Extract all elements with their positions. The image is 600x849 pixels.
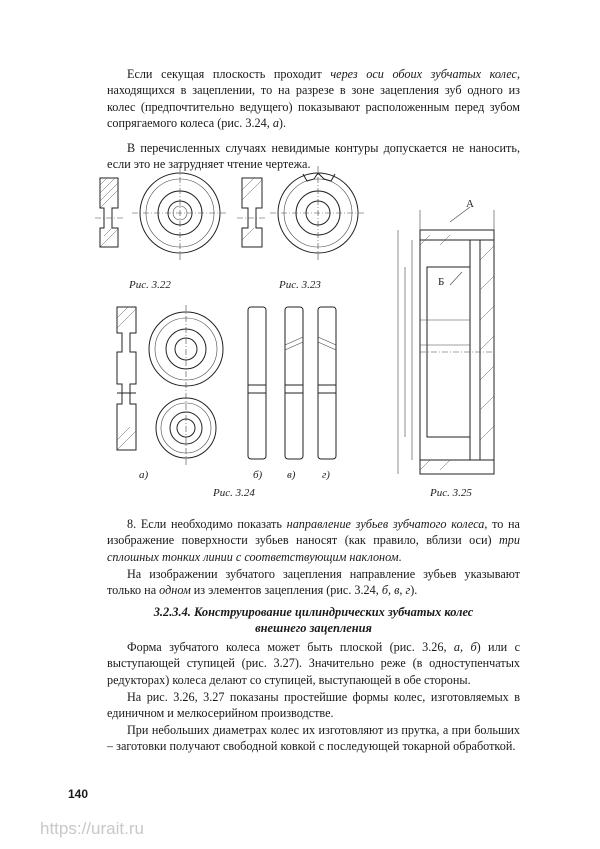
text-run: На изображении зубчатого зацепления направление зубьев указывают только на	[107, 567, 520, 598]
text-run: из элементов зацепления (рис. 3.24,	[190, 583, 382, 598]
figure-3-24-drawing	[117, 305, 336, 465]
paragraph-6: На рис. 3.26, 3.27 показаны простейшие формы колес, изготовляемых в единичном и мелкосерийном производстве.	[107, 690, 520, 721]
text-run: ) или с выступающей ступицей (рис. 3.27). Значительно реже (в одноступенчатых редукторах) колеса делают со ступицей, выступающей в обе стороны.	[107, 640, 520, 687]
caption-fig-3-24: Рис. 3.24	[213, 487, 255, 499]
figure-3-25-drawing	[398, 207, 494, 474]
watermark-link[interactable]: https://urait.ru	[40, 819, 144, 838]
text-run: ).	[278, 116, 287, 131]
text-run: Если секущая плоскость проходит	[127, 67, 331, 81]
italic-run: через оси обоих зубчатых колес	[330, 67, 517, 81]
italic-run: три сплошных тонких линии с соответствующим наклоном	[107, 533, 520, 564]
heading-line-1: 3.2.3.4. Конструирование цилиндрических зубчатых колес	[153, 605, 474, 619]
italic-run: б, в, г	[381, 583, 411, 598]
section-heading	[107, 604, 520, 636]
italic-run: направление зубьев зубчатого колеса	[286, 517, 485, 531]
mark-a: А	[466, 198, 474, 210]
text-run: , находящихся в зацеплении, то на разрезе в зоне зацепления зуб одного из колес (предпочтительно ведущего) показывают расположенным перед зубом сопрягаемого колеса (рис. 3.24,	[107, 67, 520, 131]
caption-fig-3-23: Рис. 3.23	[279, 279, 321, 291]
figure-3-22-drawing	[95, 166, 228, 260]
italic-run: а, б	[453, 640, 477, 654]
caption-fig-3-22: Рис. 3.22	[129, 279, 171, 291]
label-a: а)	[139, 469, 149, 481]
text-run: 8. Если необходимо показать	[127, 517, 287, 531]
italic-run: а	[272, 116, 279, 131]
figure-3-23-drawing	[237, 166, 366, 260]
label-g: г)	[322, 469, 330, 481]
heading-line-2: внешнего зацепления	[255, 621, 372, 635]
text-run: , то на изображение поверхности зубьев наносят (как правило, вблизи оси)	[107, 517, 520, 548]
paragraph-7: При небольших диаметрах колес их изготовляют из прутка, а при больших – заготовки получают свободной ковкой с последующей токарной обработкой.	[107, 723, 520, 754]
italic-run: одном	[159, 583, 191, 598]
caption-fig-3-25: Рис. 3.25	[430, 487, 472, 499]
text-run: .	[398, 549, 402, 564]
paragraph-2: В перечисленных случаях невидимые контуры допускается не наносить, если это не затрудняет чтение чертежа.	[107, 141, 520, 172]
paragraph-5	[107, 639, 520, 688]
page-number: 140	[68, 787, 89, 801]
paragraph-3	[107, 516, 520, 565]
text-run: Форма зубчатого колеса может быть плоской (рис. 3.26,	[127, 640, 454, 654]
label-v: в)	[287, 469, 296, 481]
label-b: б)	[253, 469, 263, 481]
text-run: ).	[410, 583, 418, 598]
paragraph-4	[107, 566, 520, 599]
mark-b: Б	[438, 276, 445, 288]
